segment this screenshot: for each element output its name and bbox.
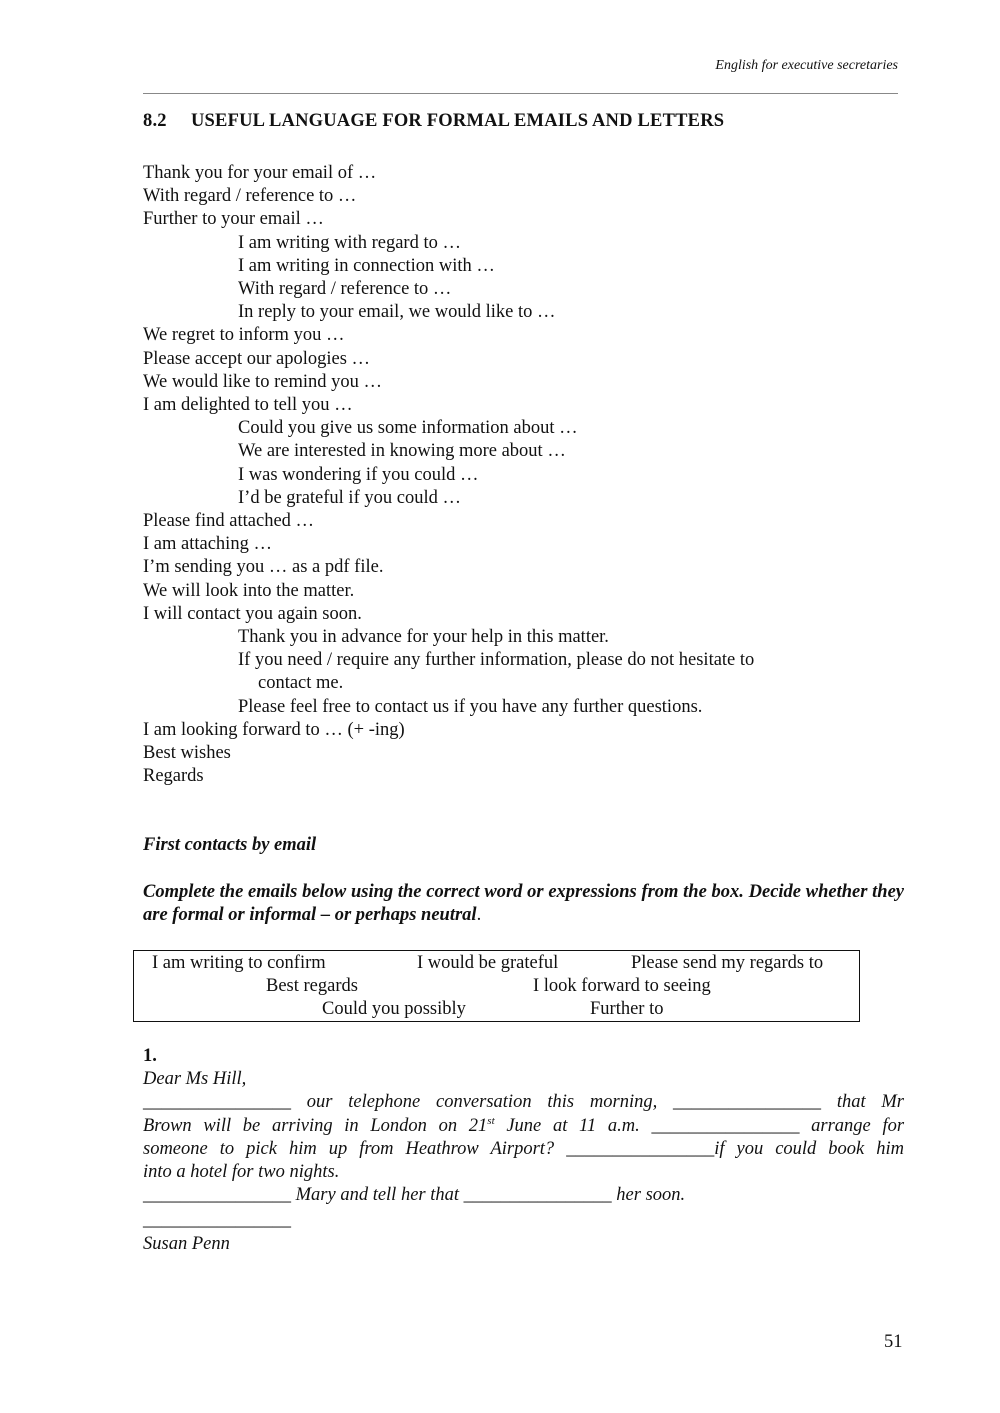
phrase: I will contact you again soon. [143, 603, 362, 624]
running-header: English for executive secretaries [715, 58, 898, 73]
email-signature: Susan Penn [143, 1233, 230, 1254]
phrase: Regards [143, 766, 204, 787]
instruction [143, 881, 904, 927]
email-line: into a hotel for two nights. [143, 1162, 340, 1183]
email-text: Brown will be arriving in London on 21 [143, 1115, 488, 1136]
answer-blank[interactable]: ________________ [143, 1092, 291, 1113]
phrase: If you need / require any further information, please do not hesitate to [238, 650, 755, 671]
box-item: I am writing to confirm [152, 953, 326, 973]
subheading: First contacts by email [143, 835, 317, 855]
answer-blank[interactable]: ________________ [143, 1185, 291, 1206]
answer-blank[interactable]: ________________ [651, 1115, 800, 1136]
phrase: We will look into the matter. [143, 580, 355, 601]
email-text: Mary and tell her that [295, 1185, 460, 1206]
box-item: Could you possibly [322, 999, 466, 1019]
phrase: Thank you for your email of … [143, 163, 377, 183]
phrase: We would like to remind you … [143, 371, 382, 392]
box-item: I would be grateful [417, 953, 559, 973]
box-item: Further to [590, 999, 664, 1019]
answer-blank[interactable]: ________________ [566, 1138, 715, 1159]
phrase: I’d be grateful if you could … [238, 487, 461, 508]
phrase: With regard / reference to … [238, 279, 452, 300]
exercise-number: 1. [143, 1046, 157, 1066]
ordinal-suffix: st [487, 1114, 495, 1127]
phrase: Please accept our apologies … [143, 348, 371, 369]
instruction-period: . [476, 905, 482, 926]
email-line [143, 1184, 904, 1207]
phrase: We are interested in knowing more about … [238, 441, 566, 462]
section-title [143, 111, 724, 132]
phrase: Best wishes [143, 743, 231, 764]
phrase: With regard / reference to … [143, 186, 357, 207]
phrase: Thank you in advance for your help in this matter. [238, 627, 609, 648]
phrase: contact me. [258, 673, 344, 694]
phrase: I am attaching … [143, 534, 272, 555]
phrase: I am delighted to tell you … [143, 395, 353, 416]
email-text: her soon. [616, 1185, 686, 1206]
answer-blank[interactable]: ________________ [673, 1092, 822, 1113]
email-exercise-1 [143, 1045, 904, 1256]
email-text: that Mr [836, 1092, 904, 1113]
email-salutation: Dear Ms Hill, [143, 1069, 247, 1090]
phrase: We regret to inform you … [143, 325, 345, 346]
answer-blank[interactable]: ________________ [463, 1185, 612, 1206]
email-text: someone to pick him up from Heathrow Airport? [143, 1138, 555, 1159]
phrase: I am writing with regard to … [238, 232, 461, 253]
email-text [566, 1139, 904, 1159]
phrase: In reply to your email, we would like to … [238, 302, 556, 323]
word-box [133, 950, 860, 1022]
email-text: arrange for [811, 1115, 905, 1136]
email-line [143, 1115, 904, 1138]
email-text: June at 11 a.m. [506, 1115, 640, 1136]
instruction-text: Complete the emails below using the correct word or expressions from the box. Decide whether they are formal or informal – or perhaps neutral [143, 882, 904, 926]
email-line [143, 1138, 904, 1161]
email-text [143, 1116, 495, 1136]
email-line [143, 1091, 904, 1114]
box-item: Best regards [266, 976, 358, 996]
header-rule [143, 93, 898, 94]
box-item: I look forward to seeing [533, 976, 711, 996]
phrase: I’m sending you … as a pdf file. [143, 557, 384, 578]
phrase-list [143, 162, 754, 788]
phrase: Please feel free to contact us if you have any further questions. [238, 696, 703, 717]
phrase: Could you give us some information about … [238, 418, 578, 439]
phrase: I am looking forward to … (+ -ing) [143, 719, 405, 740]
phrase: I was wondering if you could … [238, 464, 479, 485]
section-title-text: USEFUL LANGUAGE FOR FORMAL EMAILS AND LETTERS [191, 111, 725, 131]
email-text: if you could book him [714, 1138, 905, 1159]
page-number: 51 [884, 1332, 903, 1352]
email-line [143, 1209, 904, 1232]
phrase: Further to your email … [143, 209, 324, 230]
closing-blank[interactable]: ________________ [143, 1210, 291, 1231]
email-text: our telephone conversation this morning, [306, 1092, 658, 1113]
box-item: Please send my regards to [631, 953, 824, 973]
phrase: I am writing in connection with … [238, 255, 495, 276]
section-number: 8.2 [143, 111, 167, 131]
phrase: Please find attached … [143, 511, 315, 532]
